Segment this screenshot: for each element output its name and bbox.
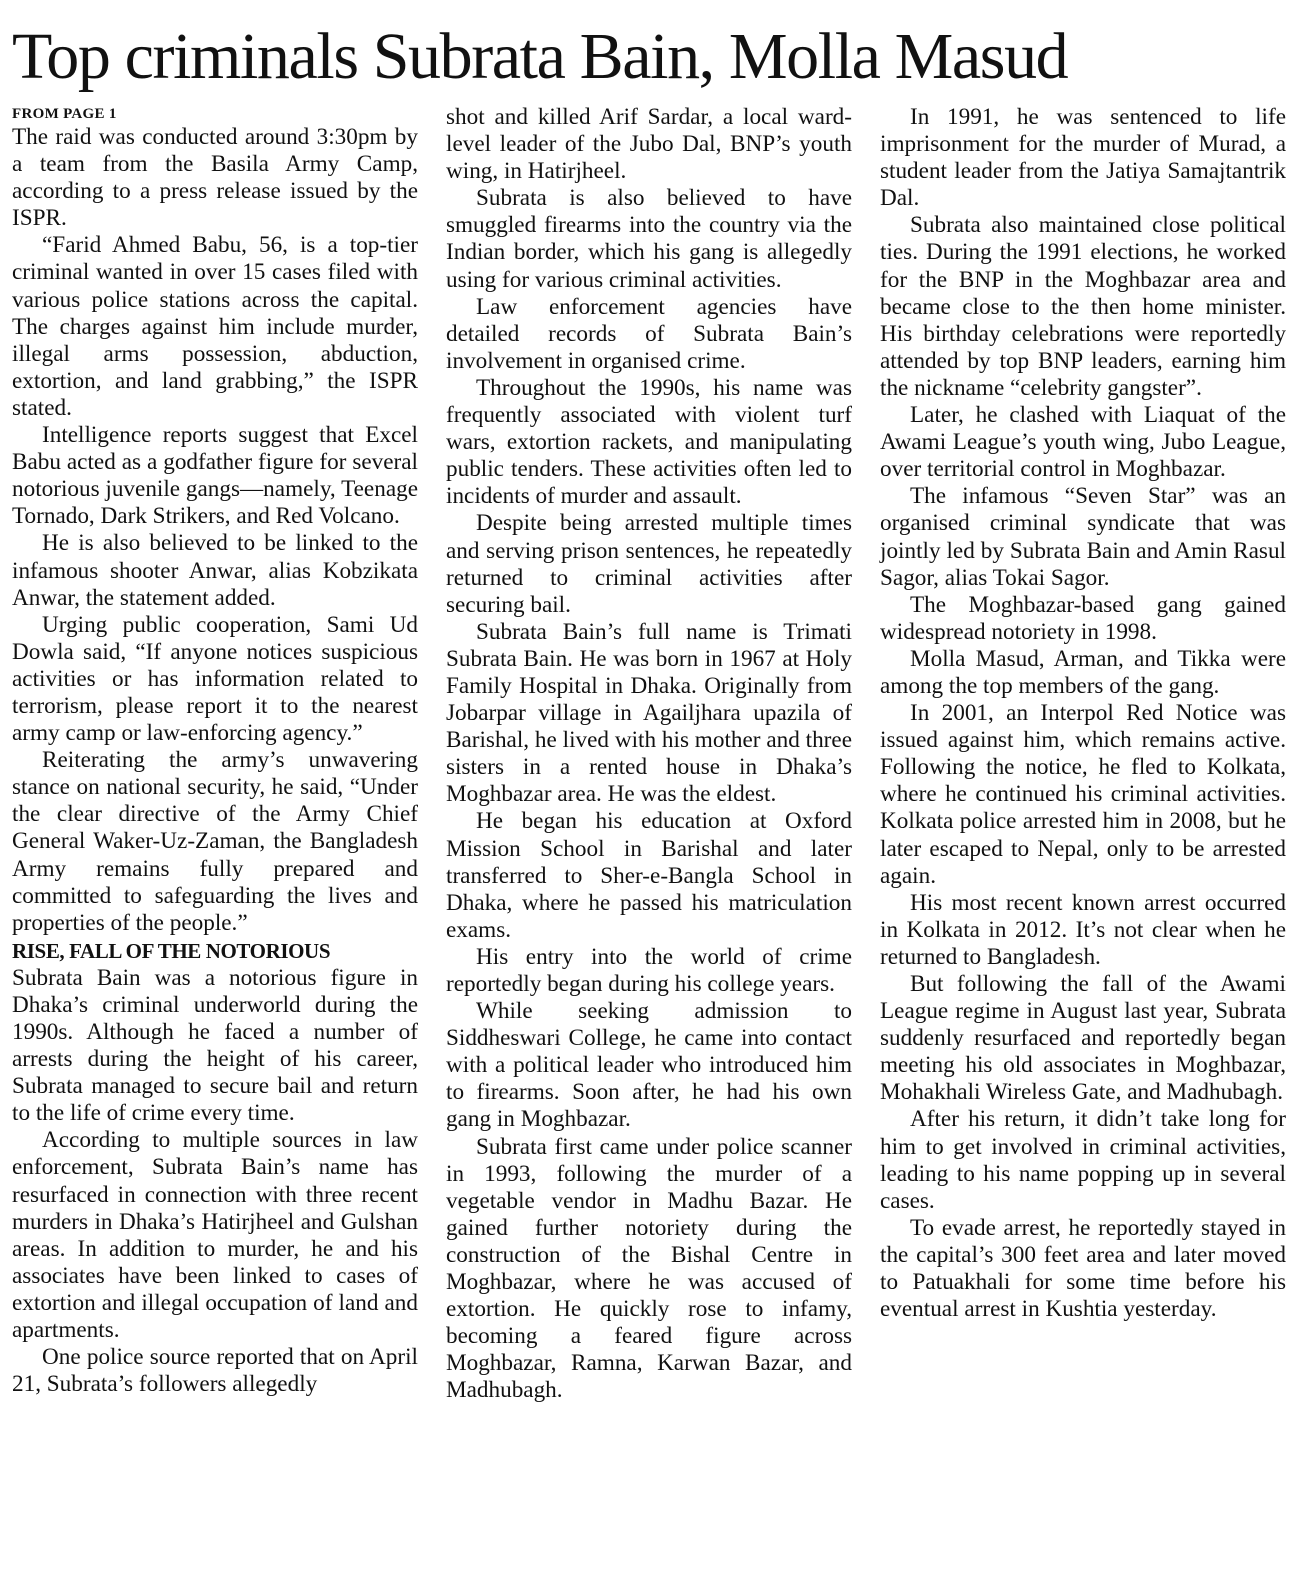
paragraph: shot and killed Arif Sardar, a local ward-level leader of the Jubo Dal, BNP’s youth wing, in Hatirjheel. [446,104,852,185]
headline: Top criminals Subrata Bain, Molla Masud [12,20,1068,93]
paragraph: Reiterating the army’s unwavering stance on national security, he said, “Under the clear directive of the Army Chief General Waker-Uz-Zaman, the Bangladesh Army remains fully prepared and committed to safeguarding the lives and properties of the people.” [12,747,418,936]
paragraph: One police source reported that on April 21, Subrata’s followers allegedly [12,1344,418,1398]
continuation-label: FROM PAGE 1 [12,106,117,122]
paragraph: He began his education at Oxford Mission School in Barishal and later transferred to Sher-e-Bangla School in Dhaka, where he passed his matriculation exams. [446,808,852,943]
paragraph: Later, he clashed with Liaquat of the Awami League’s youth wing, Jubo League, over territorial control in Moghbazar. [880,402,1286,483]
paragraph: His most recent known arrest occurred in Kolkata in 2012. It’s not clear when he returned to Bangladesh. [880,889,1286,970]
paragraph: Subrata is also believed to have smuggled firearms into the country via the Indian border, which his gang is allegedly using for various criminal activities. [446,185,852,293]
paragraph: But following the fall of the Awami League regime in August last year, Subrata suddenly resurfaced and reportedly began meeting his old associates in Moghbazar, Mohakhali Wireless Gate, and Madhubagh. [880,971,1286,1106]
paragraph: Subrata also maintained close political ties. During the 1991 elections, he worked for the BNP in the Moghbazar area and became close to the then home minister. His birthday celebrations were reportedly attended by top BNP leaders, earning him the nickname “celebrity gangster”. [880,212,1286,401]
paragraph: His entry into the world of crime reportedly began during his college years. [446,943,852,997]
column-2 [446,104,852,1405]
paragraph: Subrata Bain’s full name is Trimati Subrata Bain. He was born in 1967 at Holy Family Hospital in Dhaka. Originally from Jobarpar village in Agailjhara upazila of Barishal, he lived with his mother and three sisters in a rented house in Dhaka’s Moghbazar area. He was the eldest. [446,618,852,808]
column-1 [12,104,418,1405]
paragraph: Subrata first came under police scanner in 1993, following the murder of a vegetable vendor in Madhu Bazar. He gained further notoriety during the construction of the Bishal Centre in Moghbazar, where he was accused of extortion. He quickly rose to infamy, becoming a feared figure across Moghbazar, Ramna, Karwan Bazar, and Madhubagh. [446,1133,852,1404]
paragraph: In 2001, an Interpol Red Notice was issued against him, which remains active. Following the notice, he fled to Kolkata, where he continued his criminal activities. Kolkata police arrested him in 2008, but he later escaped to Nepal, only to be arrested again. [880,700,1286,889]
paragraph: According to multiple sources in law enforcement, Subrata Bain’s name has resurfaced in connection with three recent murders in Dhaka’s Hatirjheel and Gulshan areas. In addition to murder, he and his associates have been linked to cases of extortion and illegal occupation of land and apartments. [12,1127,418,1344]
paragraph: Throughout the 1990s, his name was frequently associated with violent turf wars, extortion rackets, and manipulating public tenders. These activities often led to incidents of murder and assault. [446,374,852,510]
paragraph: He is also believed to be linked to the infamous shooter Anwar, alias Kobzikata Anwar, the statement added. [12,530,418,611]
paragraph: The raid was conducted around 3:30pm by a team from the Basila Army Camp, according to a press release issued by the ISPR. [12,124,418,232]
section-subhead: RISE, FALL OF THE NOTORIOUS [12,938,331,963]
paragraph: Intelligence reports suggest that Excel Babu acted as a godfather figure for several notorious juvenile gangs—namely, Teenage Tornado, Dark Strikers, and Red Volcano. [12,422,418,530]
paragraph: “Farid Ahmed Babu, 56, is a top-tier criminal wanted in over 15 cases filed with various police stations across the capital. The charges against him include murder, illegal arms possession, abduction, extortion, and land grabbing,” the ISPR stated. [12,232,418,421]
paragraph: After his return, it didn’t take long for him to get involved in criminal activities, leading to his name popping up in several cases. [880,1106,1286,1214]
paragraph: Subrata Bain was a notorious figure in Dhaka’s criminal underworld during the 1990s. Although he faced a number of arrests during the height of his career, Subrata managed to secure bail and return to the life of crime every time. [12,964,418,1127]
paragraph: Molla Masud, Arman, and Tikka were among the top members of the gang. [880,645,1286,699]
paragraph: To evade arrest, he reportedly stayed in the capital’s 300 feet area and later moved to Patuakhali for some time before his eventual arrest in Kushtia yesterday. [880,1214,1286,1323]
paragraph: The infamous “Seven Star” was an organised criminal syndicate that was jointly led by Subrata Bain and Amin Rasul Sagor, alias Tokai Sagor. [880,483,1286,591]
article-columns [12,104,1286,1405]
paragraph: The Moghbazar-based gang gained widespread notoriety in 1998. [880,591,1286,645]
paragraph: While seeking admission to Siddheswari College, he came into contact with a political leader who introduced him to firearms. Soon after, he had his own gang in Moghbazar. [446,998,852,1133]
column-3 [880,104,1286,1405]
paragraph: Despite being arrested multiple times and serving prison sentences, he repeatedly returned to criminal activities after securing bail. [446,510,852,618]
paragraph: Urging public cooperation, Sami Ud Dowla said, “If anyone notices suspicious activities or has information related to terrorism, please report it to the nearest army camp or law-enforcing agency.” [12,611,418,747]
paragraph: In 1991, he was sentenced to life imprisonment for the murder of Murad, a student leader from the Jatiya Samajtantrik Dal. [880,104,1286,212]
paragraph: Law enforcement agencies have detailed records of Subrata Bain’s involvement in organised crime. [446,293,852,374]
